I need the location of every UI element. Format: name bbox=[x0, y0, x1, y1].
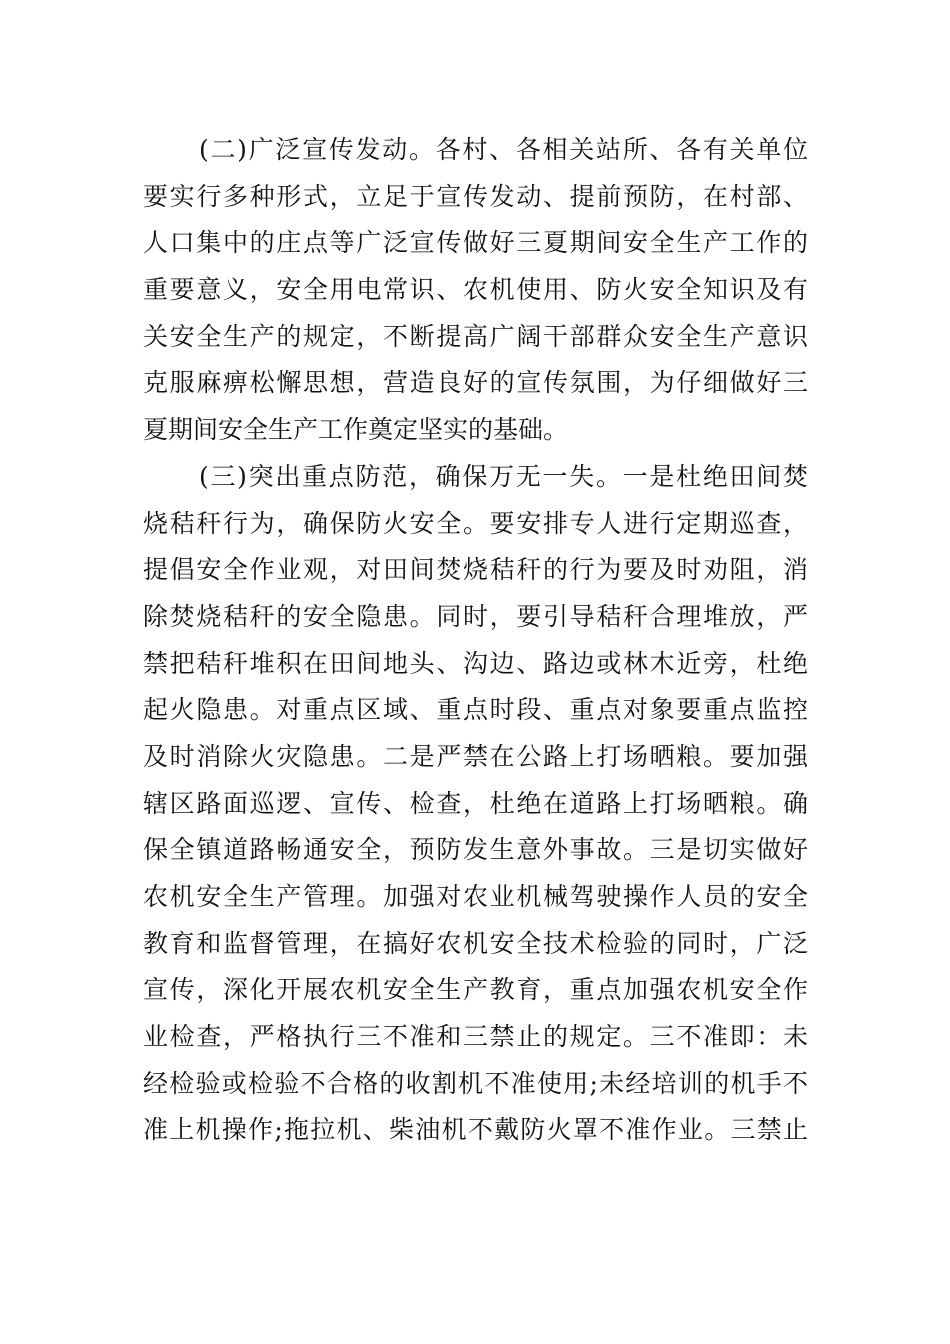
text-line: 重要意义，安全用电常识、农机使用、防火安全知识及有 bbox=[143, 275, 808, 305]
text-line: 夏期间安全生产工作奠定坚实的基础。 bbox=[143, 415, 569, 445]
text-line: 提倡安全作业观，对田间焚烧秸秆的行为要及时劝阻，消 bbox=[143, 555, 808, 585]
text-line: (二)广泛宣传发动。各村、各相关站所、各有关单位 bbox=[199, 135, 808, 164]
text-line: 辖区路面巡逻、宣传、检查，杜绝在道路上打场晒粮。确 bbox=[143, 788, 808, 818]
text-line: 烧秸秆行为，确保防火安全。要安排专人进行定期巡查， bbox=[143, 508, 808, 538]
text-line: 宣传，深化开展农机安全生产教育，重点加强农机安全作 bbox=[143, 975, 808, 1005]
text-line: 克服麻痹松懈思想，营造良好的宣传氛围，为仔细做好三 bbox=[143, 368, 808, 398]
text-line: 及时消除火灾隐患。二是严禁在公路上打场晒粮。要加强 bbox=[143, 741, 808, 771]
text-line: 经检验或检验不合格的收割机不准使用;未经培训的机手不 bbox=[143, 1068, 808, 1098]
body-text bbox=[143, 127, 808, 1201]
text-line bbox=[143, 1154, 808, 1201]
text-line: 禁把秸秆堆积在田间地头、沟边、路边或林木近旁，杜绝 bbox=[143, 648, 808, 678]
text-line: 业检查，严格执行三不准和三禁止的规定。三不准即：未 bbox=[143, 1022, 808, 1052]
text-line: (三)突出重点防范，确保万无一失。一是杜绝田间焚 bbox=[199, 461, 808, 491]
text-line: 起火隐患。对重点区域、重点时段、重点对象要重点监控 bbox=[143, 695, 808, 725]
text-line: 人口集中的庄点等广泛宣传做好三夏期间安全生产工作的 bbox=[143, 228, 808, 258]
text-line: 关安全生产的规定，不断提高广阔干部群众安全生产意识 bbox=[143, 321, 808, 351]
text-line: 教育和监督管理，在搞好农机安全技术检验的同时，广泛 bbox=[143, 928, 808, 958]
text-line: 要实行多种形式，立足于宣传发动、提前预防，在村部、 bbox=[143, 181, 808, 211]
text-line: 除焚烧秸秆的安全隐患。同时，要引导秸秆合理堆放，严 bbox=[143, 601, 808, 631]
text-line: 保全镇道路畅通安全，预防发生意外事故。三是切实做好 bbox=[143, 835, 808, 865]
paragraph-publicity bbox=[143, 127, 808, 454]
paragraph-prevention bbox=[143, 454, 808, 1201]
text-line: 农机安全生产管理。加强对农业机械驾驶操作人员的安全 bbox=[143, 882, 808, 911]
text-line: 准上机操作;拖拉机、柴油机不戴防火罩不准作业。三禁止 bbox=[143, 1115, 808, 1145]
